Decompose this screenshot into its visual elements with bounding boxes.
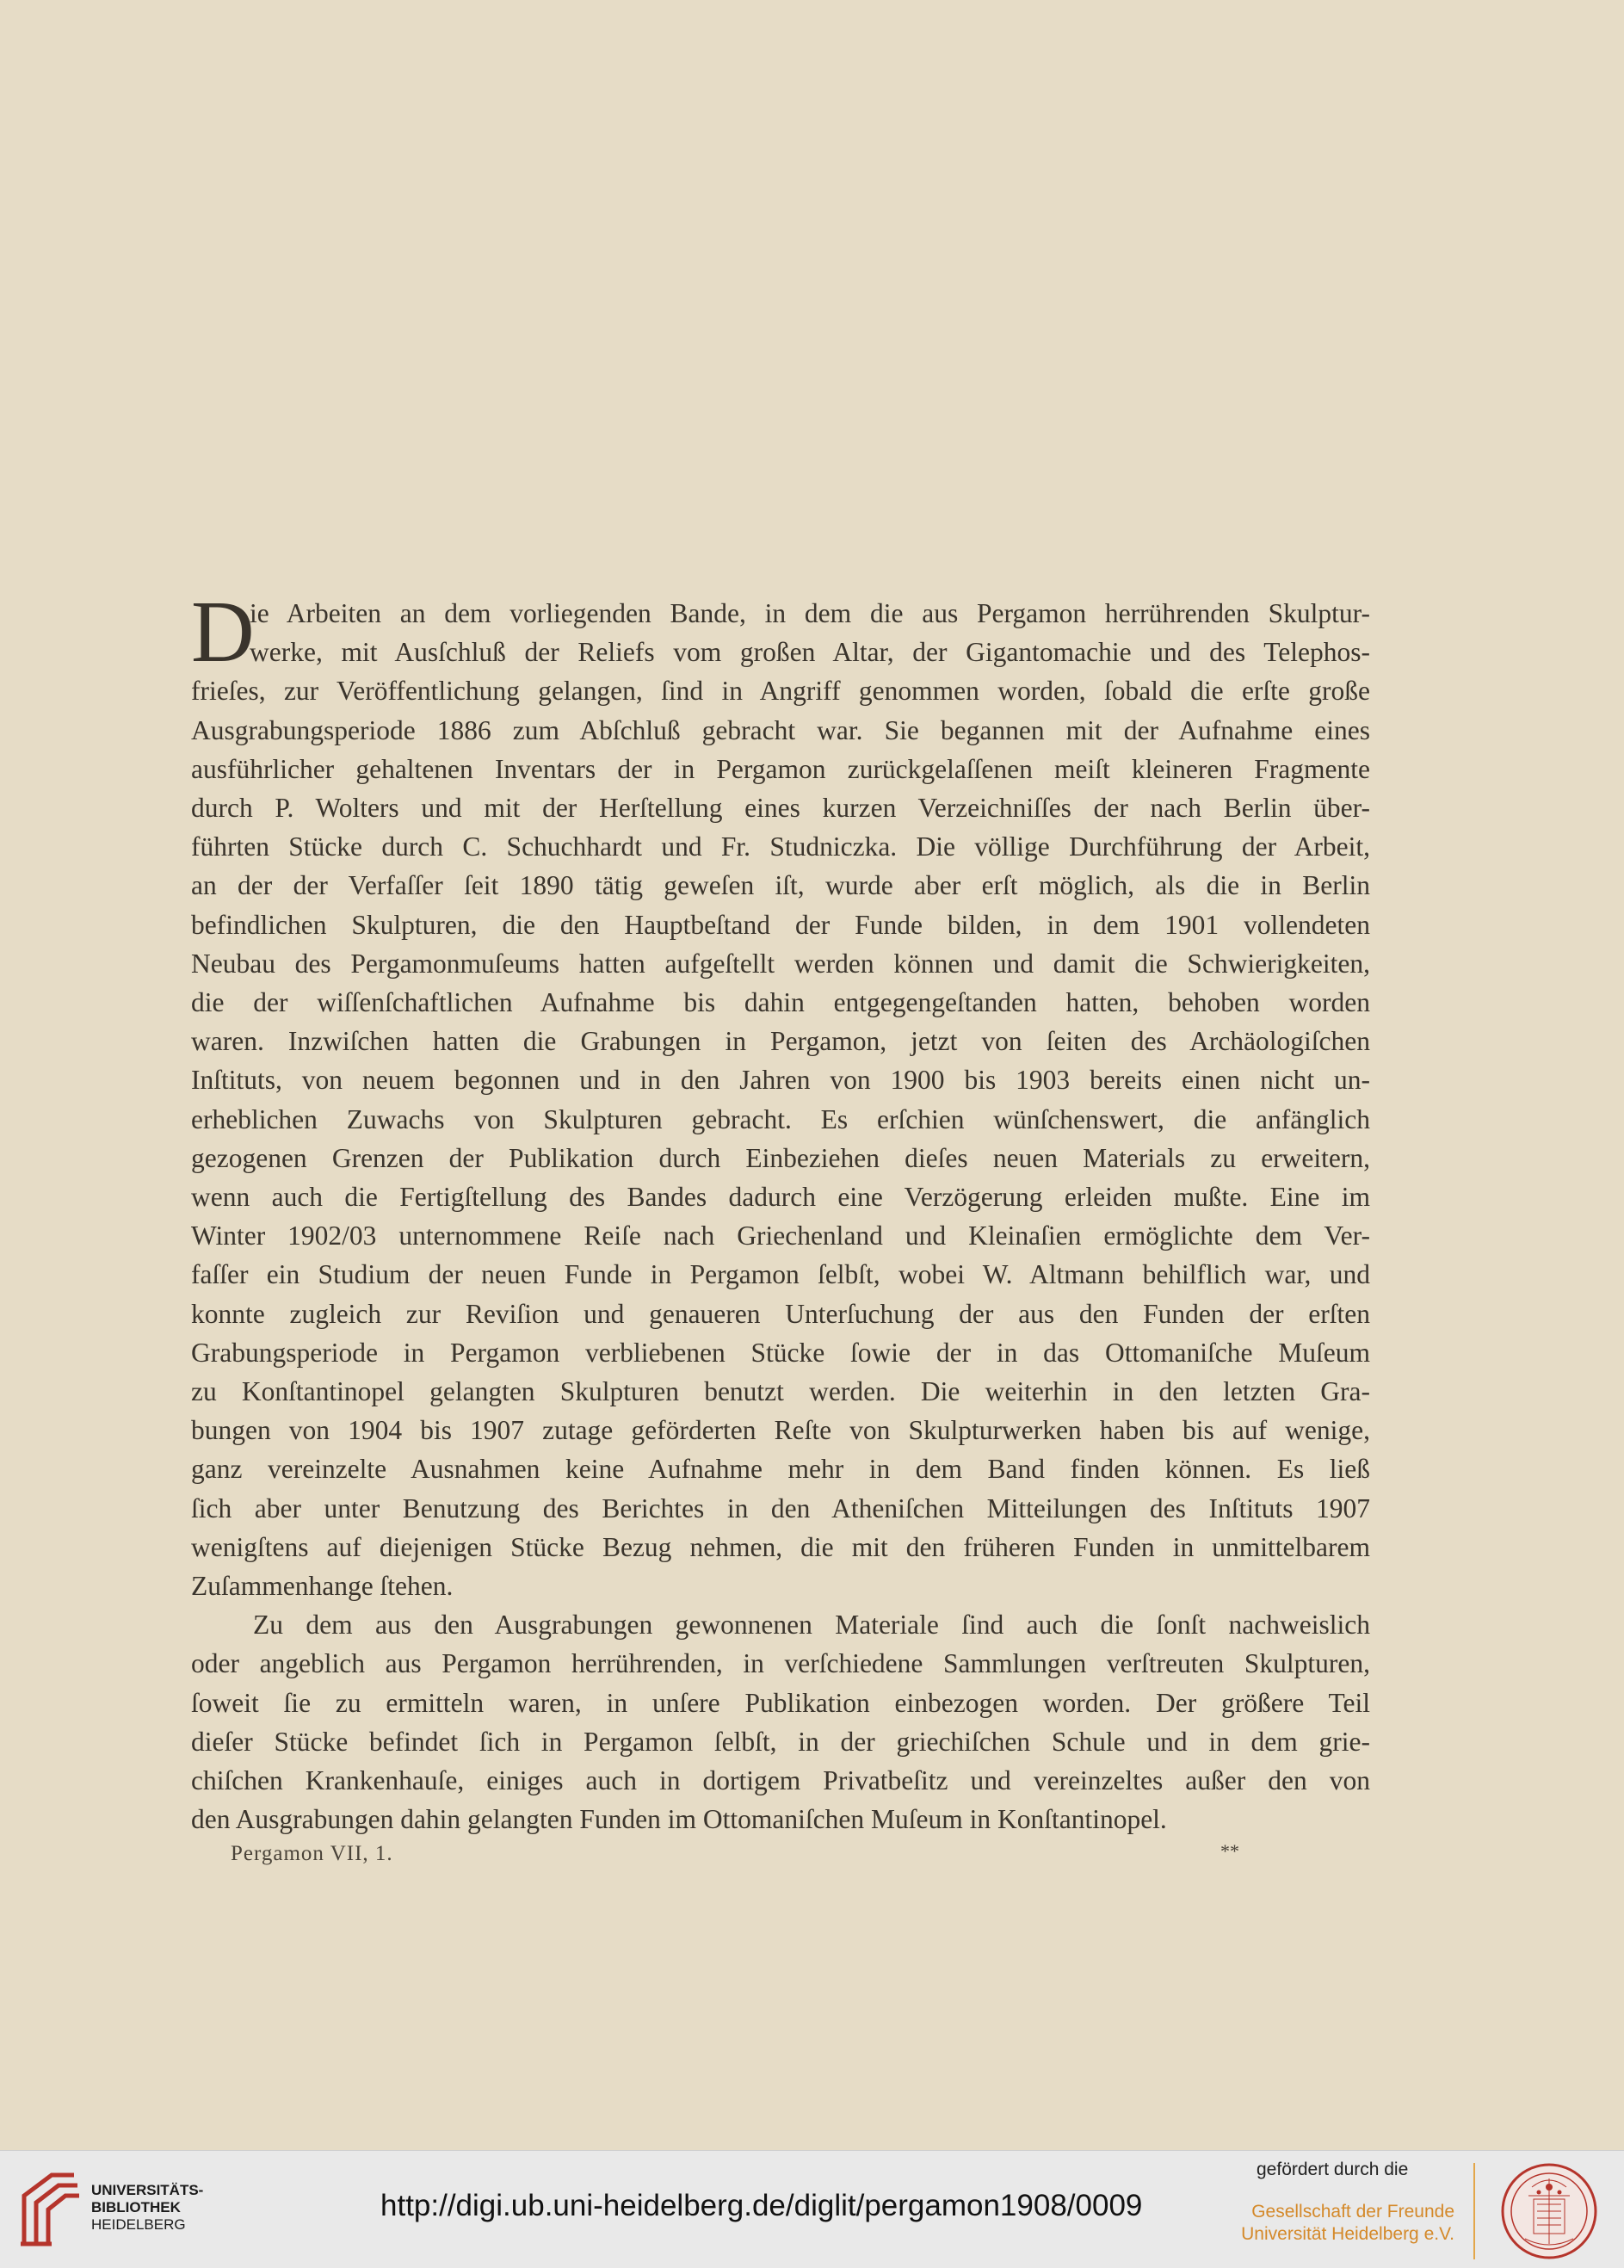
text-line: gezogenen Grenzen der Publikation durch Einbeziehen dieſes neuen Materials zu erweitern,: [191, 1142, 1370, 1173]
text-line: bungen von 1904 bis 1907 zutage geförderten Reſte von Skulpturwerken haben bis auf wenige,: [191, 1415, 1370, 1446]
paragraph-1: [191, 584, 1370, 1605]
text-line: wenigſtens auf diejenigen Stücke Bezug nehmen, die mit den früheren Funden in unmittelbarem: [191, 1531, 1370, 1562]
text-line: wenn auch die Fertigſtellung des Bandes dadurch eine Verzögerung erleiden mußte. Eine im: [191, 1182, 1370, 1213]
university-seal-icon[interactable]: [1494, 2161, 1604, 2261]
text-line: ſoweit ſie zu ermitteln waren, in unſere Publikation einbezogen worden. Der größere Teil: [191, 1687, 1370, 1718]
text-line: Zuſammenhange ſtehen.: [191, 1571, 454, 1602]
text-line: zu Konſtantinopel gelangten Skulpturen benutzt werden. Die weiterhin in den letzten Gra-: [191, 1376, 1370, 1407]
text-line: führten Stücke durch C. Schuchhardt und Fr. Studniczka. Die völlige Durchführung der Arbeit,: [191, 831, 1370, 862]
permalink-url[interactable]: http://digi.ub.uni-heidelberg.de/diglit/pergamon1908/0009: [380, 2189, 1143, 2222]
text-line: ganz vereinzelte Ausnahmen keine Aufnahme mehr in dem Band finden können. Es ließ: [191, 1454, 1370, 1485]
ub-heidelberg-logo-icon[interactable]: [17, 2170, 81, 2247]
sponsor-divider: [1473, 2163, 1475, 2259]
text-line: den Ausgrabungen dahin gelangten Funden im Ottomaniſchen Muſeum in Konſtantinopel.: [191, 1804, 1167, 1835]
text-line: Zu dem aus den Ausgrabungen gewonnenen Materiale ſind auch die ſonſt nachweislich: [253, 1610, 1370, 1641]
text-line: werke, mit Ausſchluß der Reliefs vom großen Altar, der Gigantomachie und des Telephos-: [250, 637, 1370, 668]
drop-cap: D: [191, 584, 255, 681]
text-line: an der der Verfaſſer ſeit 1890 tätig geweſen iſt, wurde aber erſt möglich, als die in Berlin: [191, 870, 1370, 901]
library-name[interactable]: [91, 2182, 203, 2234]
text-line: frieſes, zur Veröffentlichung gelangen, ſind in Angriff genommen worden, ſobald die erſte große: [191, 676, 1370, 707]
sponsor-line-1: Gesellschaft der Freunde: [1251, 2202, 1454, 2222]
sponsor-name[interactable]: [1241, 2201, 1454, 2246]
text-line: Grabungsperiode in Pergamon verbliebenen Stücke ſowie der in das Ottomaniſche Muſeum: [191, 1337, 1370, 1368]
text-line: Winter 1902/03 unternommene Reiſe nach Griechenland und Kleinaſien ermöglichte dem Ver-: [191, 1221, 1370, 1251]
text-line: oder angeblich aus Pergamon herrührenden, in verſchiedene Sammlungen verſtreuten Skulpturen,: [191, 1648, 1370, 1679]
text-line: durch P. Wolters und mit der Herſtellung eines kurzen Verzeichniſſes der nach Berlin über-: [191, 793, 1370, 824]
library-line-2: BIBLIOTHEK: [91, 2199, 181, 2215]
signature-mark: Pergamon VII, 1.: [231, 1842, 393, 1865]
text-line: konnte zugleich zur Reviſion und genaueren Unterſuchung der aus den Funden der erſten: [191, 1298, 1370, 1329]
body-text: [191, 584, 1370, 1839]
text-line: dieſer Stücke befindet ſich in Pergamon ſelbſt, in der griechiſchen Schule und in dem grie-: [191, 1726, 1370, 1757]
text-line: die der wiſſenſchaftlichen Aufnahme bis dahin entgegengeſtanden hatten, behoben worden: [191, 987, 1370, 1018]
text-line: chiſchen Krankenhauſe, einiges auch in dortigem Privatbeſitz und vereinzeltes außer den von: [191, 1765, 1370, 1796]
text-line: Neubau des Pergamonmuſeums hatten aufgeſtellt werden können und damit die Schwierigkeiten,: [191, 948, 1370, 979]
footer-bar: [0, 2150, 1624, 2268]
text-line: Inſtituts, von neuem begonnen und in den Jahren von 1900 bis 1903 bereits einen nicht un-: [191, 1065, 1370, 1096]
text-line: ausführlicher gehaltenen Inventars der in Pergamon zurückgelaſſenen meiſt kleineren Fragmente: [191, 753, 1370, 784]
text-line: waren. Inzwiſchen hatten die Grabungen in Pergamon, jetzt von ſeiten des Archäologiſchen: [191, 1026, 1370, 1057]
text-line: befindlichen Skulpturen, die den Hauptbeſtand der Funde bilden, in dem 1901 vollendeten: [191, 909, 1370, 940]
paragraph-2: [191, 1605, 1370, 1839]
text-line: ie Arbeiten an dem vorliegenden Bande, in dem die aus Pergamon herrührenden Skulptur-: [250, 598, 1370, 628]
sponsor-caption: gefördert durch die: [1257, 2160, 1409, 2179]
text-line: Ausgrabungsperiode 1886 zum Abſchluß gebracht war. Sie begannen mit der Aufnahme eines: [191, 714, 1370, 745]
text-line: faſſer ein Studium der neuen Funde in Pergamon ſelbſt, wobei W. Altmann behilflich war, und: [191, 1259, 1370, 1290]
sponsor-line-2: Universität Heidelberg e.V.: [1241, 2224, 1454, 2244]
text-line: erheblichen Zuwachs von Skulpturen gebracht. Es erſchien wünſchenswert, die anfänglich: [191, 1103, 1370, 1134]
library-line-1: UNIVERSITÄTS-: [91, 2182, 204, 2198]
library-line-3: HEIDELBERG: [91, 2216, 186, 2233]
text-line: ſich aber unter Benutzung des Berichtes in den Atheniſchen Mitteilungen des Inſtituts 1907: [191, 1492, 1370, 1523]
signature-stars: **: [1220, 1840, 1239, 1862]
